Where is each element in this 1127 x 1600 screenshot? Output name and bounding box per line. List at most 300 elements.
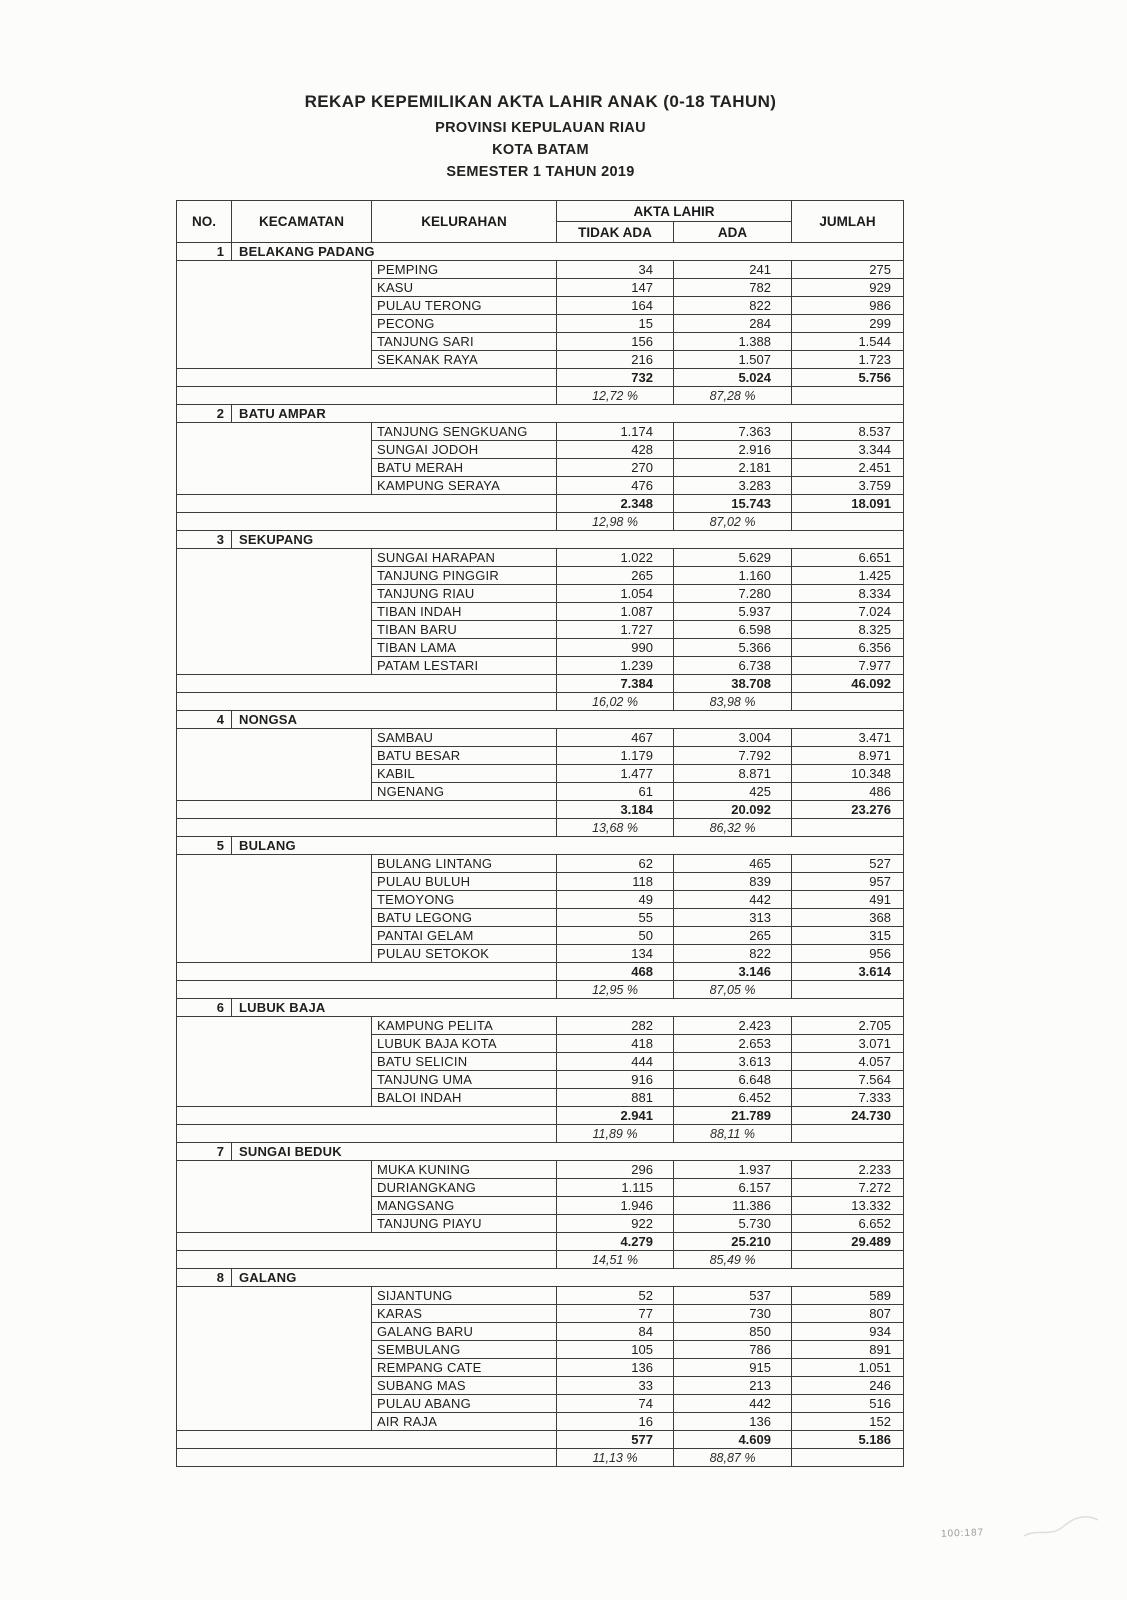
subtotal-jumlah: 24.730 — [792, 1107, 904, 1125]
value-jumlah: 299 — [792, 315, 904, 333]
percent-tidak-ada: 14,51 % — [557, 1251, 674, 1269]
subtotal-tidak-ada: 3.184 — [557, 801, 674, 819]
value-tidak-ada: 50 — [557, 927, 674, 945]
kecamatan-number: 6 — [177, 999, 232, 1017]
kelurahan-name: SAMBAU — [372, 729, 557, 747]
value-tidak-ada: 922 — [557, 1215, 674, 1233]
value-jumlah: 986 — [792, 297, 904, 315]
kecamatan-name: BULANG — [232, 837, 904, 855]
kelurahan-name: MANGSANG — [372, 1197, 557, 1215]
header-akta-lahir: AKTA LAHIR — [557, 201, 792, 222]
empty-left-area — [177, 1251, 557, 1269]
value-tidak-ada: 77 — [557, 1305, 674, 1323]
percent-row — [177, 981, 904, 999]
value-jumlah: 8.325 — [792, 621, 904, 639]
scan-mark: 100:187 — [940, 1527, 985, 1540]
percent-ada: 88,87 % — [674, 1449, 792, 1467]
value-ada: 2.653 — [674, 1035, 792, 1053]
percent-tidak-ada: 16,02 % — [557, 693, 674, 711]
value-jumlah: 8.971 — [792, 747, 904, 765]
value-jumlah: 3.759 — [792, 477, 904, 495]
value-tidak-ada: 1.115 — [557, 1179, 674, 1197]
kecamatan-number: 4 — [177, 711, 232, 729]
document-header — [177, 92, 904, 186]
value-tidak-ada: 444 — [557, 1053, 674, 1071]
value-tidak-ada: 118 — [557, 873, 674, 891]
subtotal-tidak-ada: 2.348 — [557, 495, 674, 513]
kelurahan-name: SIJANTUNG — [372, 1287, 557, 1305]
subtotal-row — [177, 675, 904, 693]
kecamatan-group-row — [177, 531, 904, 549]
value-jumlah: 13.332 — [792, 1197, 904, 1215]
value-jumlah: 8.334 — [792, 585, 904, 603]
kelurahan-name: PULAU BULUH — [372, 873, 557, 891]
value-ada: 915 — [674, 1359, 792, 1377]
kelurahan-name: GALANG BARU — [372, 1323, 557, 1341]
value-ada: 850 — [674, 1323, 792, 1341]
value-jumlah: 807 — [792, 1305, 904, 1323]
kelurahan-name: PULAU ABANG — [372, 1395, 557, 1413]
pencil-scribble-icon — [1020, 1508, 1100, 1544]
value-tidak-ada: 52 — [557, 1287, 674, 1305]
kecamatan-number: 5 — [177, 837, 232, 855]
kecamatan-name: SUNGAI BEDUK — [232, 1143, 904, 1161]
value-jumlah: 6.651 — [792, 549, 904, 567]
percent-ada: 87,02 % — [674, 513, 792, 531]
table-body — [177, 243, 904, 1467]
value-tidak-ada: 296 — [557, 1161, 674, 1179]
value-jumlah: 10.348 — [792, 765, 904, 783]
percent-ada: 87,28 % — [674, 387, 792, 405]
percent-jumlah-empty — [792, 1449, 904, 1467]
value-ada: 11.386 — [674, 1197, 792, 1215]
empty-left-area — [177, 387, 557, 405]
kelurahan-row — [177, 261, 904, 279]
value-ada: 442 — [674, 1395, 792, 1413]
header-tidak-ada: TIDAK ADA — [557, 222, 674, 243]
kelurahan-name: KAMPUNG SERAYA — [372, 477, 557, 495]
value-tidak-ada: 428 — [557, 441, 674, 459]
value-jumlah: 7.977 — [792, 657, 904, 675]
subtotal-tidak-ada: 2.941 — [557, 1107, 674, 1125]
kecamatan-group-row — [177, 243, 904, 261]
value-tidak-ada: 15 — [557, 315, 674, 333]
document-title: REKAP KEPEMILIKAN AKTA LAHIR ANAK (0-18 TAHUN) — [304, 92, 777, 111]
empty-left-area — [177, 963, 557, 981]
subtotal-jumlah: 46.092 — [792, 675, 904, 693]
value-jumlah: 246 — [792, 1377, 904, 1395]
subtotal-tidak-ada: 468 — [557, 963, 674, 981]
header-ada: ADA — [674, 222, 792, 243]
percent-row — [177, 513, 904, 531]
kelurahan-name: TIBAN LAMA — [372, 639, 557, 657]
value-tidak-ada: 1.727 — [557, 621, 674, 639]
value-ada: 425 — [674, 783, 792, 801]
empty-left-area — [177, 1431, 557, 1449]
kecamatan-group-row — [177, 1143, 904, 1161]
percent-row — [177, 693, 904, 711]
value-jumlah: 589 — [792, 1287, 904, 1305]
empty-left-area — [177, 693, 557, 711]
kelurahan-name: BATU MERAH — [372, 459, 557, 477]
kelurahan-name: BATU LEGONG — [372, 909, 557, 927]
value-ada: 442 — [674, 891, 792, 909]
kecamatan-group-row — [177, 1269, 904, 1287]
subtotal-ada: 21.789 — [674, 1107, 792, 1125]
kelurahan-name: TANJUNG PIAYU — [372, 1215, 557, 1233]
empty-left-area — [177, 855, 372, 963]
header-no: NO. — [177, 201, 232, 243]
percent-ada: 86,32 % — [674, 819, 792, 837]
value-ada: 465 — [674, 855, 792, 873]
kelurahan-name: LUBUK BAJA KOTA — [372, 1035, 557, 1053]
value-tidak-ada: 156 — [557, 333, 674, 351]
value-jumlah: 275 — [792, 261, 904, 279]
document-subtitle-province: PROVINSI KEPULAUAN RIAU — [435, 120, 646, 136]
value-jumlah: 1.051 — [792, 1359, 904, 1377]
kecamatan-name: BATU AMPAR — [232, 405, 904, 423]
percent-jumlah-empty — [792, 819, 904, 837]
value-jumlah: 1.425 — [792, 567, 904, 585]
percent-jumlah-empty — [792, 513, 904, 531]
table-header — [177, 201, 904, 243]
subtotal-jumlah: 5.756 — [792, 369, 904, 387]
percent-row — [177, 1125, 904, 1143]
empty-left-area — [177, 1287, 372, 1431]
value-tidak-ada: 282 — [557, 1017, 674, 1035]
percent-tidak-ada: 11,13 % — [557, 1449, 674, 1467]
percent-jumlah-empty — [792, 387, 904, 405]
empty-left-area — [177, 819, 557, 837]
subtotal-tidak-ada: 7.384 — [557, 675, 674, 693]
kelurahan-row — [177, 1287, 904, 1305]
subtotal-ada: 5.024 — [674, 369, 792, 387]
value-jumlah: 7.272 — [792, 1179, 904, 1197]
value-ada: 782 — [674, 279, 792, 297]
value-jumlah: 315 — [792, 927, 904, 945]
value-jumlah: 7.024 — [792, 603, 904, 621]
value-ada: 6.598 — [674, 621, 792, 639]
kecamatan-group-row — [177, 405, 904, 423]
value-ada: 2.423 — [674, 1017, 792, 1035]
kelurahan-name: BATU SELICIN — [372, 1053, 557, 1071]
subtotal-tidak-ada: 4.279 — [557, 1233, 674, 1251]
kelurahan-name: BATU BESAR — [372, 747, 557, 765]
value-ada: 1.937 — [674, 1161, 792, 1179]
kelurahan-name: TEMOYONG — [372, 891, 557, 909]
value-ada: 241 — [674, 261, 792, 279]
value-jumlah: 7.333 — [792, 1089, 904, 1107]
value-tidak-ada: 1.174 — [557, 423, 674, 441]
value-jumlah: 891 — [792, 1341, 904, 1359]
value-tidak-ada: 34 — [557, 261, 674, 279]
kecamatan-number: 1 — [177, 243, 232, 261]
value-ada: 6.157 — [674, 1179, 792, 1197]
kecamatan-number: 7 — [177, 1143, 232, 1161]
value-tidak-ada: 136 — [557, 1359, 674, 1377]
subtotal-row — [177, 1431, 904, 1449]
kelurahan-name: TANJUNG SARI — [372, 333, 557, 351]
kecamatan-name: LUBUK BAJA — [232, 999, 904, 1017]
value-ada: 1.507 — [674, 351, 792, 369]
value-jumlah: 1.544 — [792, 333, 904, 351]
value-tidak-ada: 467 — [557, 729, 674, 747]
percent-tidak-ada: 12,72 % — [557, 387, 674, 405]
value-tidak-ada: 49 — [557, 891, 674, 909]
subtotal-tidak-ada: 732 — [557, 369, 674, 387]
percent-ada: 87,05 % — [674, 981, 792, 999]
value-jumlah: 956 — [792, 945, 904, 963]
kelurahan-row — [177, 549, 904, 567]
value-jumlah: 4.057 — [792, 1053, 904, 1071]
value-tidak-ada: 1.179 — [557, 747, 674, 765]
value-jumlah: 486 — [792, 783, 904, 801]
value-jumlah: 516 — [792, 1395, 904, 1413]
value-tidak-ada: 55 — [557, 909, 674, 927]
subtotal-row — [177, 801, 904, 819]
kelurahan-name: KASU — [372, 279, 557, 297]
value-tidak-ada: 164 — [557, 297, 674, 315]
value-ada: 5.366 — [674, 639, 792, 657]
percent-jumlah-empty — [792, 1251, 904, 1269]
kecamatan-name: SEKUPANG — [232, 531, 904, 549]
kelurahan-name: TANJUNG RIAU — [372, 585, 557, 603]
value-jumlah: 6.652 — [792, 1215, 904, 1233]
empty-left-area — [177, 1107, 557, 1125]
value-tidak-ada: 265 — [557, 567, 674, 585]
value-ada: 6.452 — [674, 1089, 792, 1107]
subtotal-row — [177, 495, 904, 513]
kecamatan-group-row — [177, 999, 904, 1017]
kecamatan-name: BELAKANG PADANG — [232, 243, 904, 261]
value-ada: 284 — [674, 315, 792, 333]
value-ada: 822 — [674, 945, 792, 963]
document-subtitle-semester: SEMESTER 1 TAHUN 2019 — [446, 164, 635, 180]
value-tidak-ada: 147 — [557, 279, 674, 297]
document-subtitle-city: KOTA BATAM — [492, 142, 589, 158]
empty-left-area — [177, 261, 372, 369]
empty-left-area — [177, 495, 557, 513]
value-tidak-ada: 62 — [557, 855, 674, 873]
value-tidak-ada: 881 — [557, 1089, 674, 1107]
kelurahan-name: BULANG LINTANG — [372, 855, 557, 873]
subtotal-jumlah: 29.489 — [792, 1233, 904, 1251]
subtotal-jumlah: 5.186 — [792, 1431, 904, 1449]
value-tidak-ada: 74 — [557, 1395, 674, 1413]
kelurahan-row — [177, 729, 904, 747]
kelurahan-name: NGENANG — [372, 783, 557, 801]
value-tidak-ada: 105 — [557, 1341, 674, 1359]
value-jumlah: 3.344 — [792, 441, 904, 459]
kecamatan-group-row — [177, 711, 904, 729]
value-jumlah: 2.705 — [792, 1017, 904, 1035]
percent-tidak-ada: 13,68 % — [557, 819, 674, 837]
value-ada: 3.613 — [674, 1053, 792, 1071]
empty-left-area — [177, 675, 557, 693]
kelurahan-name: PECONG — [372, 315, 557, 333]
header-jumlah: JUMLAH — [792, 201, 904, 243]
subtotal-ada: 4.609 — [674, 1431, 792, 1449]
subtotal-ada: 25.210 — [674, 1233, 792, 1251]
value-ada: 5.937 — [674, 603, 792, 621]
kelurahan-name: SEKANAK RAYA — [372, 351, 557, 369]
value-jumlah: 152 — [792, 1413, 904, 1431]
value-tidak-ada: 33 — [557, 1377, 674, 1395]
percent-ada: 88,11 % — [674, 1125, 792, 1143]
subtotal-row — [177, 1107, 904, 1125]
subtotal-ada: 15.743 — [674, 495, 792, 513]
value-ada: 6.738 — [674, 657, 792, 675]
subtotal-row — [177, 963, 904, 981]
value-ada: 265 — [674, 927, 792, 945]
rekap-akta-lahir-table — [176, 200, 904, 1467]
kelurahan-name: PULAU TERONG — [372, 297, 557, 315]
percent-jumlah-empty — [792, 1125, 904, 1143]
kelurahan-row — [177, 1017, 904, 1035]
subtotal-row — [177, 369, 904, 387]
value-ada: 5.629 — [674, 549, 792, 567]
value-ada: 213 — [674, 1377, 792, 1395]
kelurahan-name: TIBAN BARU — [372, 621, 557, 639]
header-kecamatan: KECAMATAN — [232, 201, 372, 243]
kelurahan-name: KAMPUNG PELITA — [372, 1017, 557, 1035]
empty-left-area — [177, 1125, 557, 1143]
value-jumlah: 7.564 — [792, 1071, 904, 1089]
kelurahan-name: SEMBULANG — [372, 1341, 557, 1359]
kecamatan-number: 3 — [177, 531, 232, 549]
value-jumlah: 957 — [792, 873, 904, 891]
subtotal-jumlah: 23.276 — [792, 801, 904, 819]
value-jumlah: 929 — [792, 279, 904, 297]
kecamatan-name: NONGSA — [232, 711, 904, 729]
value-jumlah: 527 — [792, 855, 904, 873]
subtotal-ada: 3.146 — [674, 963, 792, 981]
value-ada: 3.283 — [674, 477, 792, 495]
kecamatan-number: 8 — [177, 1269, 232, 1287]
kelurahan-name: KABIL — [372, 765, 557, 783]
percent-row — [177, 819, 904, 837]
subtotal-tidak-ada: 577 — [557, 1431, 674, 1449]
kelurahan-name: SUBANG MAS — [372, 1377, 557, 1395]
kelurahan-name: TANJUNG SENGKUANG — [372, 423, 557, 441]
value-ada: 7.792 — [674, 747, 792, 765]
value-tidak-ada: 990 — [557, 639, 674, 657]
value-tidak-ada: 418 — [557, 1035, 674, 1053]
value-ada: 786 — [674, 1341, 792, 1359]
value-jumlah: 6.356 — [792, 639, 904, 657]
percent-row — [177, 1449, 904, 1467]
value-tidak-ada: 270 — [557, 459, 674, 477]
value-tidak-ada: 476 — [557, 477, 674, 495]
value-jumlah: 2.233 — [792, 1161, 904, 1179]
value-jumlah: 934 — [792, 1323, 904, 1341]
empty-left-area — [177, 1161, 372, 1233]
value-tidak-ada: 61 — [557, 783, 674, 801]
percent-tidak-ada: 12,95 % — [557, 981, 674, 999]
kelurahan-name: PULAU SETOKOK — [372, 945, 557, 963]
kelurahan-name: TANJUNG UMA — [372, 1071, 557, 1089]
kecamatan-number: 2 — [177, 405, 232, 423]
value-ada: 2.181 — [674, 459, 792, 477]
value-tidak-ada: 1.946 — [557, 1197, 674, 1215]
empty-left-area — [177, 513, 557, 531]
empty-left-area — [177, 369, 557, 387]
value-tidak-ada: 916 — [557, 1071, 674, 1089]
value-jumlah: 3.471 — [792, 729, 904, 747]
value-ada: 5.730 — [674, 1215, 792, 1233]
kelurahan-name: REMPANG CATE — [372, 1359, 557, 1377]
value-ada: 822 — [674, 297, 792, 315]
value-tidak-ada: 16 — [557, 1413, 674, 1431]
empty-left-area — [177, 981, 557, 999]
kelurahan-row — [177, 1161, 904, 1179]
empty-left-area — [177, 1449, 557, 1467]
kelurahan-name: BALOI INDAH — [372, 1089, 557, 1107]
value-jumlah: 2.451 — [792, 459, 904, 477]
value-ada: 839 — [674, 873, 792, 891]
value-ada: 537 — [674, 1287, 792, 1305]
value-jumlah: 1.723 — [792, 351, 904, 369]
value-tidak-ada: 134 — [557, 945, 674, 963]
kelurahan-name: DURIANGKANG — [372, 1179, 557, 1197]
percent-jumlah-empty — [792, 693, 904, 711]
subtotal-ada: 38.708 — [674, 675, 792, 693]
percent-ada: 83,98 % — [674, 693, 792, 711]
header-kelurahan: KELURAHAN — [372, 201, 557, 243]
kelurahan-name: TANJUNG PINGGIR — [372, 567, 557, 585]
value-ada: 1.160 — [674, 567, 792, 585]
percent-ada: 85,49 % — [674, 1251, 792, 1269]
kecamatan-name: GALANG — [232, 1269, 904, 1287]
value-jumlah: 8.537 — [792, 423, 904, 441]
kelurahan-name: AIR RAJA — [372, 1413, 557, 1431]
value-ada: 7.363 — [674, 423, 792, 441]
kelurahan-name: SUNGAI HARAPAN — [372, 549, 557, 567]
value-tidak-ada: 1.022 — [557, 549, 674, 567]
value-tidak-ada: 1.054 — [557, 585, 674, 603]
empty-left-area — [177, 1233, 557, 1251]
value-tidak-ada: 1.477 — [557, 765, 674, 783]
kelurahan-name: KARAS — [372, 1305, 557, 1323]
value-tidak-ada: 1.239 — [557, 657, 674, 675]
value-tidak-ada: 84 — [557, 1323, 674, 1341]
value-ada: 3.004 — [674, 729, 792, 747]
empty-left-area — [177, 801, 557, 819]
percent-row — [177, 1251, 904, 1269]
kelurahan-row — [177, 423, 904, 441]
empty-left-area — [177, 549, 372, 675]
kelurahan-name: SUNGAI JODOH — [372, 441, 557, 459]
value-ada: 2.916 — [674, 441, 792, 459]
value-ada: 136 — [674, 1413, 792, 1431]
percent-row — [177, 387, 904, 405]
subtotal-ada: 20.092 — [674, 801, 792, 819]
value-jumlah: 491 — [792, 891, 904, 909]
value-tidak-ada: 1.087 — [557, 603, 674, 621]
kelurahan-name: MUKA KUNING — [372, 1161, 557, 1179]
percent-jumlah-empty — [792, 981, 904, 999]
value-jumlah: 3.071 — [792, 1035, 904, 1053]
empty-left-area — [177, 729, 372, 801]
kelurahan-name: PATAM LESTARI — [372, 657, 557, 675]
kelurahan-row — [177, 855, 904, 873]
value-ada: 313 — [674, 909, 792, 927]
kelurahan-name: TIBAN INDAH — [372, 603, 557, 621]
empty-left-area — [177, 1017, 372, 1107]
value-tidak-ada: 216 — [557, 351, 674, 369]
value-ada: 6.648 — [674, 1071, 792, 1089]
subtotal-row — [177, 1233, 904, 1251]
